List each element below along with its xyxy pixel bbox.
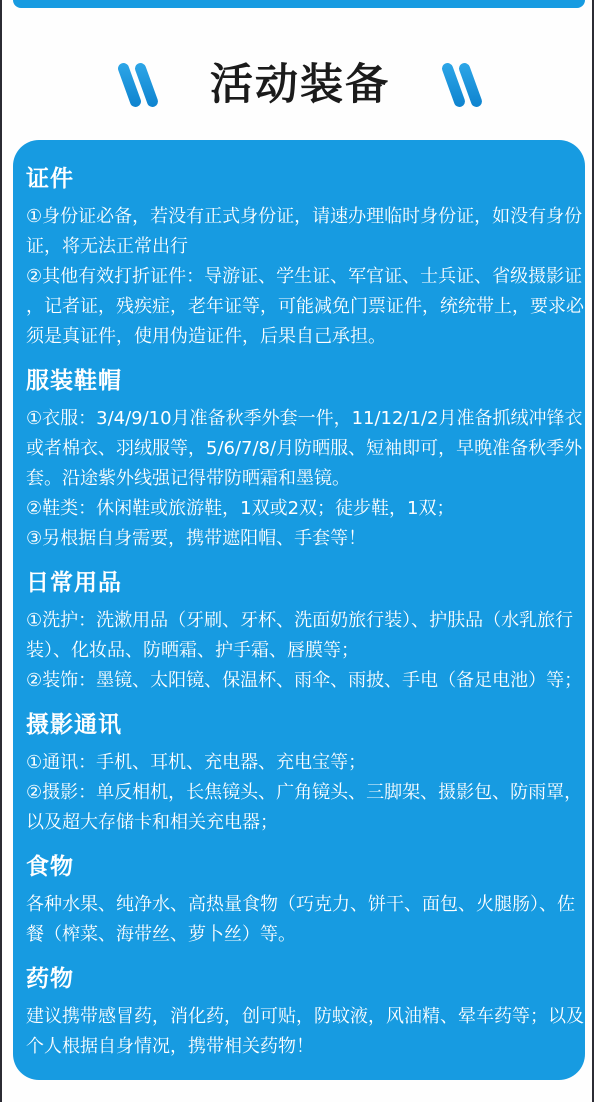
section-heading: 服装鞋帽 [26, 368, 122, 394]
section-text: ①洗护：洗漱用品（牙刷、牙杯、洗面奶旅行装）、护肤品（水乳旅行装）、化妆品、防晒霜、护手霜、唇膜等； [26, 610, 574, 661]
section-heading: 日常用品 [26, 570, 122, 596]
section-medicine [26, 964, 585, 1062]
section-heading: 证件 [26, 166, 74, 192]
page-title-row [0, 58, 600, 112]
left-edge-line [0, 0, 2, 1102]
section-text: ②装饰：墨镜、太阳镜、保温杯、雨伞、雨披、手电（备足电池）等； [26, 670, 583, 691]
right-edge-line [592, 0, 594, 1102]
section-text: ①身份证必备，若没有正式身份证，请速办理临时身份证，如没有身份证，将无法正常出行 [26, 206, 583, 257]
section-text: 各种水果、纯净水、高热量食物（巧克力、饼干、面包、火腿肠）、佐餐（榨菜、海带丝、萝卜丝）等。 [26, 894, 575, 945]
section-heading: 食物 [26, 854, 74, 880]
section-text: ②摄影：单反相机，长焦镜头、广角镜头、三脚架、摄影包、防雨罩，以及超大存储卡和相关充电器； [26, 782, 583, 833]
section-heading: 药物 [26, 966, 74, 992]
section-documents [26, 164, 585, 352]
top-banner-bar [13, 0, 585, 8]
double-slash-left-icon [122, 58, 154, 112]
section-food [26, 852, 585, 950]
page-title: 活动装备 [210, 60, 390, 110]
section-text: 建议携带感冒药，消化药，创可贴，防蚊液，风油精、晕车药等；以及个人根据自身情况，携带相关药物！ [26, 1006, 584, 1057]
equipment-card [13, 140, 585, 1080]
section-photography-communication [26, 710, 585, 838]
section-text: ②鞋类：休闲鞋或旅游鞋，1双或2双；徒步鞋，1双； [26, 498, 455, 519]
section-text: ②其他有效打折证件：导游证、学生证、军官证、士兵证、省级摄影证，记者证，残疾症，老年证等，可能减免门票证件，统统带上，要求必须是真证件，使用伪造证件，后果自己承担。 [26, 266, 584, 347]
section-text: ①通讯：手机、耳机、充电器、充电宝等； [26, 752, 367, 773]
section-text: ①衣服：3/4/9/10月准备秋季外套一件，11/12/1/2月准备抓绒冲锋衣或者棉衣、羽绒服等，5/6/7/8/月防晒服、短袖即可，早晚准备秋季外套。沿途紫外线强记得带防晒霜和墨镜。 [26, 408, 583, 489]
double-slash-right-icon [446, 58, 478, 112]
section-daily-necessities [26, 568, 585, 696]
section-heading: 摄影通讯 [26, 712, 122, 738]
section-clothing-shoes-hats [26, 366, 585, 554]
section-text: ③另根据自身需要，携带遮阳帽、手套等！ [26, 528, 367, 549]
